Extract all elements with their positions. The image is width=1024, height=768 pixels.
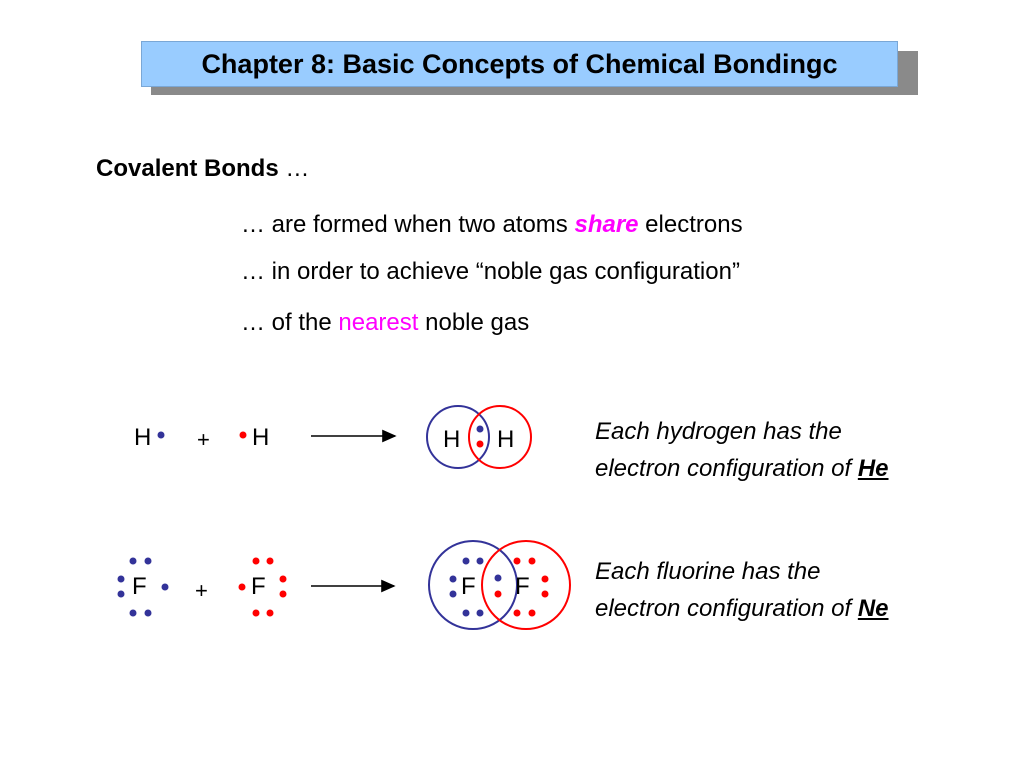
line-1-text: … are formed when two atoms: [241, 211, 575, 238]
f2-left-electron: [477, 558, 484, 565]
h2-shared-electron-a: [477, 426, 484, 433]
f2-atom-left: F: [461, 573, 476, 600]
h2-atom-left: H: [443, 426, 461, 453]
f-left-electron: [162, 584, 169, 591]
f2-shared-electron-b: [495, 591, 502, 598]
f2-right-electron: [529, 558, 536, 565]
f-atom-left: F: [132, 573, 147, 600]
h-electron-right: [240, 432, 247, 439]
f-left-electron: [130, 558, 137, 565]
line-1-end: electrons: [638, 211, 743, 238]
f2-right-electron: [542, 576, 549, 583]
h-electron-left: [158, 432, 165, 439]
f-right-electron: [253, 558, 260, 565]
line-3-text: … of the: [241, 309, 339, 336]
f-right-electron: [280, 576, 287, 583]
f-right-electron: [267, 610, 274, 617]
fluorine-caption-line-2: [595, 590, 889, 627]
h2-shared-electron-b: [477, 441, 484, 448]
h2-atom-right: H: [497, 426, 515, 453]
hydrogen-caption: [595, 413, 889, 487]
hydrogen-caption-line-2: [595, 450, 889, 487]
f2-left-electron: [463, 610, 470, 617]
f-right-electron: [239, 584, 246, 591]
f2-right-electron: [514, 558, 521, 565]
fluorine-caption: [595, 553, 889, 627]
noble-gas-he: He: [857, 455, 889, 482]
f-atom-right: F: [251, 573, 266, 600]
f-right-electron: [253, 610, 260, 617]
h-plus: +: [197, 427, 210, 452]
f-left-electron: [145, 558, 152, 565]
fluorine-reaction: [118, 541, 571, 629]
line-2-text: … in order to achieve “noble gas configuration”: [241, 258, 740, 285]
f-left-electron: [118, 591, 125, 598]
hydrogen-reaction: [134, 406, 531, 468]
h-atom-left: H: [134, 424, 152, 451]
heading-bold: Covalent Bonds: [96, 155, 279, 182]
f2-right-electron: [529, 610, 536, 617]
f2-left-electron: [450, 576, 457, 583]
f2-atom-right: F: [515, 573, 530, 600]
heading-ellipsis: …: [278, 155, 310, 182]
f2-left-electron: [450, 591, 457, 598]
f2-shared-electron-a: [495, 575, 502, 582]
f2-right-electron: [542, 591, 549, 598]
fluorine-caption-line-1: Each fluorine has the: [595, 558, 821, 585]
hydrogen-caption-line-1: Each hydrogen has the: [595, 418, 842, 445]
hydrogen-caption-text: electron configuration of: [595, 455, 858, 482]
share-word: share: [574, 211, 639, 238]
line-3-end: noble gas: [418, 309, 530, 336]
f-right-electron: [267, 558, 274, 565]
f-left-electron: [118, 576, 125, 583]
f-left-electron: [130, 610, 137, 617]
slide-title: Chapter 8: Basic Concepts of Chemical Bondingc: [201, 48, 838, 79]
f-left-electron: [145, 610, 152, 617]
f2-left-electron: [463, 558, 470, 565]
f2-right-electron: [514, 610, 521, 617]
h-atom-right: H: [252, 424, 270, 451]
noble-gas-ne: Ne: [857, 595, 889, 622]
nearest-word: nearest: [338, 309, 419, 336]
f-right-electron: [280, 591, 287, 598]
f2-left-electron: [477, 610, 484, 617]
f-plus: +: [195, 578, 208, 603]
fluorine-caption-text: electron configuration of: [595, 595, 858, 622]
